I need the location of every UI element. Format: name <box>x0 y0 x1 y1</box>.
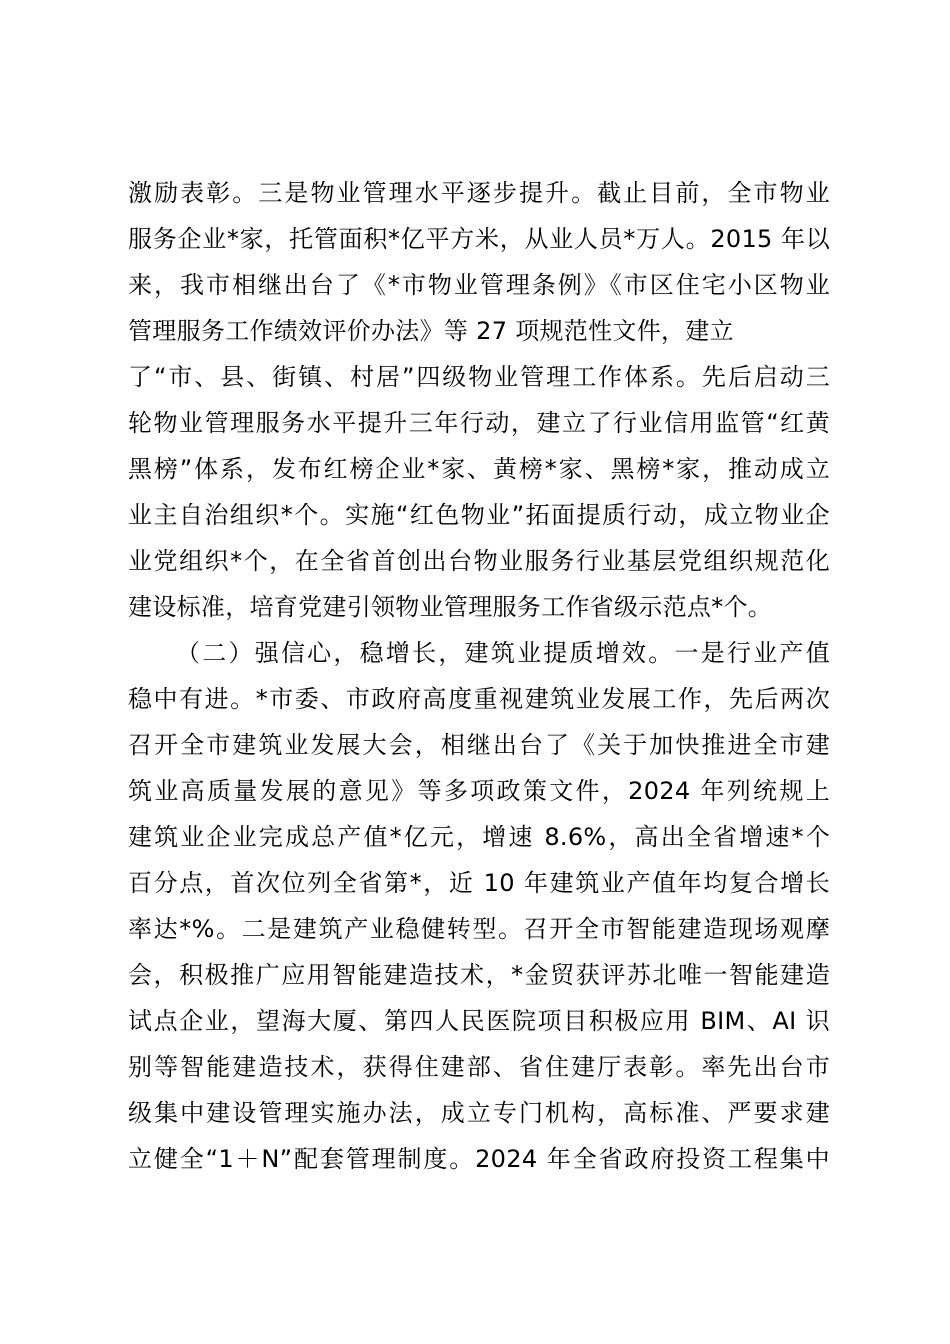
paragraph-line: 来，我市相继出台了《*市物业管理条例》《市区住宅小区物业 <box>128 271 830 299</box>
paragraph-line: 黑榜”体系，发布红榜企业*家、黄榜*家、黑榜*家，推动成立 <box>128 455 830 483</box>
paragraph-line: 服务企业*家，托管面积*亿平方米，从业人员*万人。2015 年以 <box>128 225 830 253</box>
paragraph-line: 业党组织*个，在全省首创出台物业服务行业基层党组织规范化 <box>128 547 830 575</box>
paragraph-line: 建筑业企业完成总产值*亿元，增速 8.6%，高出全省增速*个 <box>128 823 830 851</box>
paragraph-line: 别等智能建造技术，获得住建部、省住建厅表彰。率先出台市 <box>128 1053 830 1081</box>
paragraph-line: 了“市、县、街镇、村居”四级物业管理工作体系。先后启动三 <box>128 363 830 391</box>
paragraph-line: 业主自治组织*个。实施“红色物业”拓面提质行动，成立物业企 <box>128 501 830 529</box>
paragraph-line: 激励表彰。三是物业管理水平逐步提升。截止目前，全市物业 <box>128 179 830 207</box>
paragraph-line: 管理服务工作绩效评价办法》等 27 项规范性文件，建立 <box>128 317 734 345</box>
paragraph-line: 稳中有进。*市委、市政府高度重视建筑业发展工作，先后两次 <box>128 685 830 713</box>
paragraph-line: 级集中建设管理实施办法，成立专门机构，高标准、严要求建 <box>128 1099 830 1127</box>
paragraph-line: 百分点，首次位列全省第*，近 10 年建筑业产值年均复合增长 <box>128 869 830 897</box>
paragraph-line: 筑业高质量发展的意见》等多项政策文件，2024 年列统规上 <box>128 777 830 805</box>
paragraph-line: 建设标准，培育党建引领物业管理服务工作省级示范点*个。 <box>128 593 773 621</box>
paragraph-line: 轮物业管理服务水平提升三年行动，建立了行业信用监管“红黄 <box>128 409 830 437</box>
paragraph-line: 立健全“1＋N”配套管理制度。2024 年全省政府投资工程集中 <box>128 1145 830 1173</box>
paragraph-line: 率达*%。二是建筑产业稳健转型。召开全市智能建造现场观摩 <box>128 915 830 943</box>
section-heading-line: （二）强信心，稳增长，建筑业提质增效。一是行业产值 <box>176 639 830 667</box>
paragraph-line: 召开全市建筑业发展大会，相继出台了《关于加快推进全市建 <box>128 731 830 759</box>
paragraph-line: 试点企业，望海大厦、第四人民医院项目积极应用 BIM、AI 识 <box>128 1007 830 1035</box>
paragraph-line: 会，积极推广应用智能建造技术，*金贸获评苏北唯一智能建造 <box>128 961 830 989</box>
